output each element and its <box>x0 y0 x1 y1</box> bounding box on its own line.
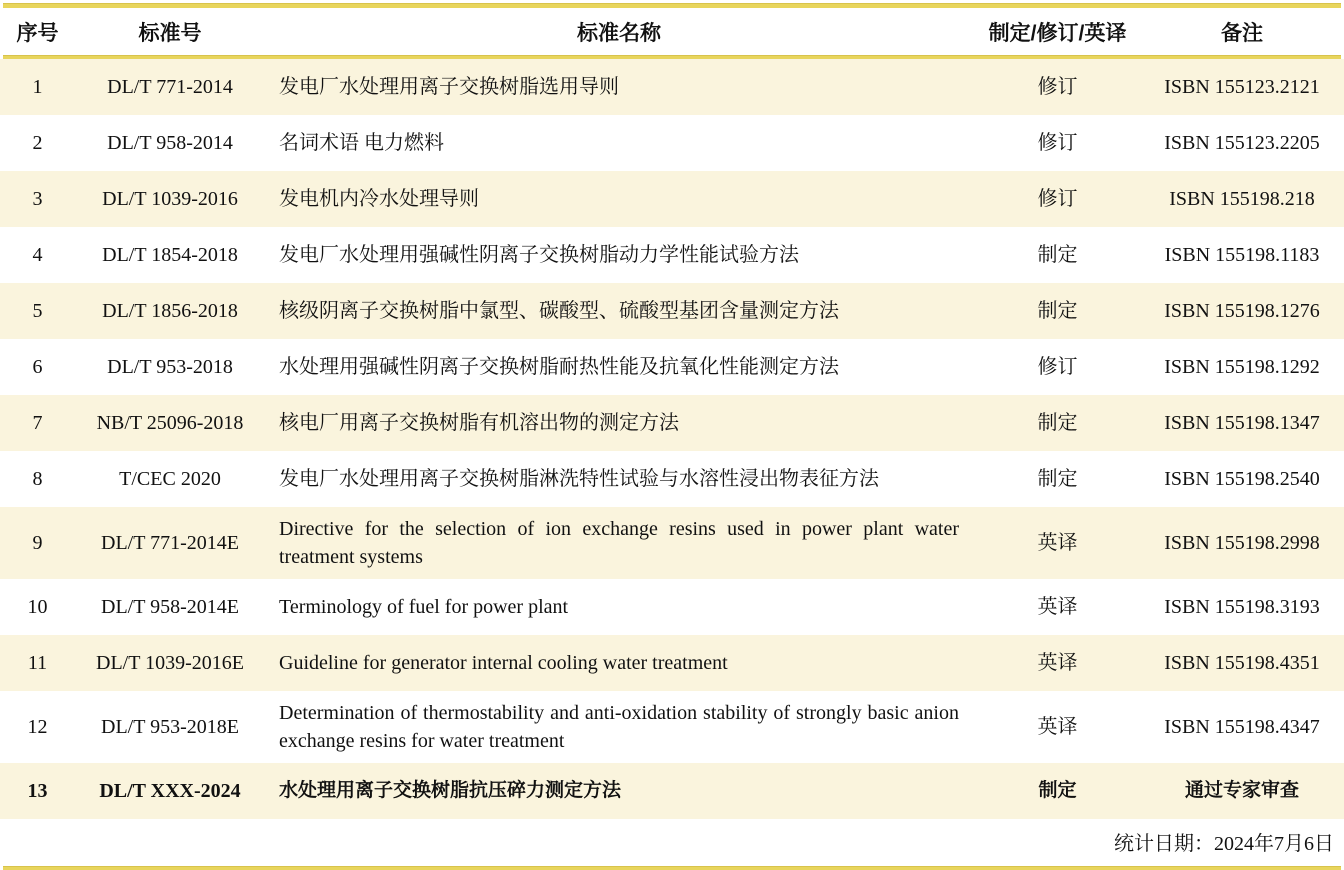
column-header-name: 标准名称 <box>577 21 661 45</box>
cell-note: ISBN 155198.4351 <box>1164 652 1320 674</box>
cell-no: 8 <box>32 468 43 490</box>
table-header-row <box>0 8 1344 55</box>
cell-note: ISBN 155198.1276 <box>1164 300 1320 322</box>
cell-note: ISBN 155198.4347 <box>1164 716 1320 738</box>
cell-name: 发电机内冷水处理导则 <box>279 188 479 210</box>
cell-note: ISBN 155198.2998 <box>1164 532 1320 554</box>
cell-type: 英译 <box>1037 716 1078 738</box>
bottom-rule <box>3 866 1341 870</box>
cell-no: 1 <box>32 76 43 98</box>
table-row <box>0 451 1344 507</box>
cell-code: DL/T 1854-2018 <box>102 244 238 266</box>
cell-type: 制定 <box>1038 780 1077 801</box>
cell-note: ISBN 155123.2121 <box>1164 76 1320 98</box>
cell-name: 核电厂用离子交换树脂有机溶出物的测定方法 <box>279 412 679 434</box>
cell-no: 4 <box>32 244 43 266</box>
table-row <box>0 763 1344 819</box>
cell-note: ISBN 155123.2205 <box>1164 132 1320 154</box>
cell-name: Directive for the selection of ion exchange resins used in power plant water treatment systems <box>279 518 959 568</box>
cell-type: 英译 <box>1037 596 1078 618</box>
cell-name: 核级阴离子交换树脂中氯型、碳酸型、硫酸型基团含量测定方法 <box>279 300 839 322</box>
cell-code: DL/T 1039-2016 <box>102 188 238 210</box>
statistics-date: 统计日期：2024年7月6日 <box>1114 833 1334 855</box>
table-row <box>0 579 1344 635</box>
cell-no: 13 <box>27 780 48 802</box>
table-row <box>0 395 1344 451</box>
cell-type: 制定 <box>1037 300 1078 322</box>
cell-type: 修订 <box>1037 188 1078 210</box>
table-row <box>0 283 1344 339</box>
cell-no: 3 <box>32 188 43 210</box>
cell-name: 名词术语 电力燃料 <box>279 132 444 154</box>
cell-code: DL/T 771-2014 <box>107 76 233 98</box>
cell-name: 发电厂水处理用强碱性阴离子交换树脂动力学性能试验方法 <box>279 244 799 266</box>
cell-no: 12 <box>27 716 48 738</box>
cell-code: DL/T 1039-2016E <box>96 652 244 674</box>
cell-no: 10 <box>27 596 48 618</box>
column-header-note: 备注 <box>1221 21 1263 45</box>
cell-no: 11 <box>27 652 48 674</box>
cell-name: Guideline for generator internal cooling water treatment <box>279 652 728 674</box>
cell-type: 英译 <box>1037 652 1078 674</box>
table-body <box>0 59 1344 819</box>
cell-name: 发电厂水处理用离子交换树脂选用导则 <box>279 76 619 98</box>
cell-code: DL/T 958-2014 <box>107 132 233 154</box>
cell-note: 通过专家审查 <box>1184 780 1299 801</box>
cell-type: 制定 <box>1037 468 1078 490</box>
cell-code: DL/T 958-2014E <box>101 596 239 618</box>
table-row <box>0 507 1344 579</box>
cell-note: ISBN 155198.218 <box>1169 188 1315 210</box>
table-row <box>0 691 1344 763</box>
table-row <box>0 171 1344 227</box>
cell-no: 7 <box>32 412 43 434</box>
cell-name: Determination of thermostability and anti-oxidation stability of strongly basic anion exchange resins for water treatment <box>279 702 959 752</box>
column-header-type: 制定/修订/英译 <box>988 21 1127 45</box>
cell-no: 2 <box>32 132 43 154</box>
table-row <box>0 635 1344 691</box>
cell-note: ISBN 155198.2540 <box>1164 468 1320 490</box>
cell-type: 修订 <box>1037 356 1078 378</box>
cell-name: Terminology of fuel for power plant <box>279 596 569 618</box>
cell-code: DL/T 771-2014E <box>101 532 239 554</box>
cell-no: 5 <box>32 300 43 322</box>
cell-type: 制定 <box>1037 244 1078 266</box>
column-header-code: 标准号 <box>138 21 202 45</box>
cell-code: NB/T 25096-2018 <box>96 412 244 434</box>
column-header-no: 序号 <box>16 21 59 45</box>
cell-name: 水处理用强碱性阴离子交换树脂耐热性能及抗氧化性能测定方法 <box>279 356 839 378</box>
cell-type: 制定 <box>1037 412 1078 434</box>
cell-no: 6 <box>32 356 43 378</box>
cell-code: DL/T 1856-2018 <box>102 300 238 322</box>
table-row <box>0 59 1344 115</box>
cell-type: 英译 <box>1037 532 1078 554</box>
cell-note: ISBN 155198.1347 <box>1164 412 1320 434</box>
cell-type: 修订 <box>1037 132 1078 154</box>
cell-code: DL/T 953-2018 <box>107 356 233 378</box>
cell-code: T/CEC 2020 <box>119 468 221 490</box>
cell-code: DL/T 953-2018E <box>101 716 239 738</box>
cell-note: ISBN 155198.1292 <box>1164 356 1320 378</box>
table-row <box>0 227 1344 283</box>
cell-no: 9 <box>32 532 43 554</box>
cell-name: 水处理用离子交换树脂抗压碎力测定方法 <box>279 780 622 801</box>
cell-note: ISBN 155198.3193 <box>1164 596 1320 618</box>
table-row <box>0 339 1344 395</box>
table-row <box>0 115 1344 171</box>
cell-name: 发电厂水处理用离子交换树脂淋洗特性试验与水溶性浸出物表征方法 <box>279 468 879 490</box>
cell-type: 修订 <box>1037 76 1078 98</box>
cell-code: DL/T XXX-2024 <box>99 780 241 802</box>
cell-note: ISBN 155198.1183 <box>1164 244 1320 266</box>
